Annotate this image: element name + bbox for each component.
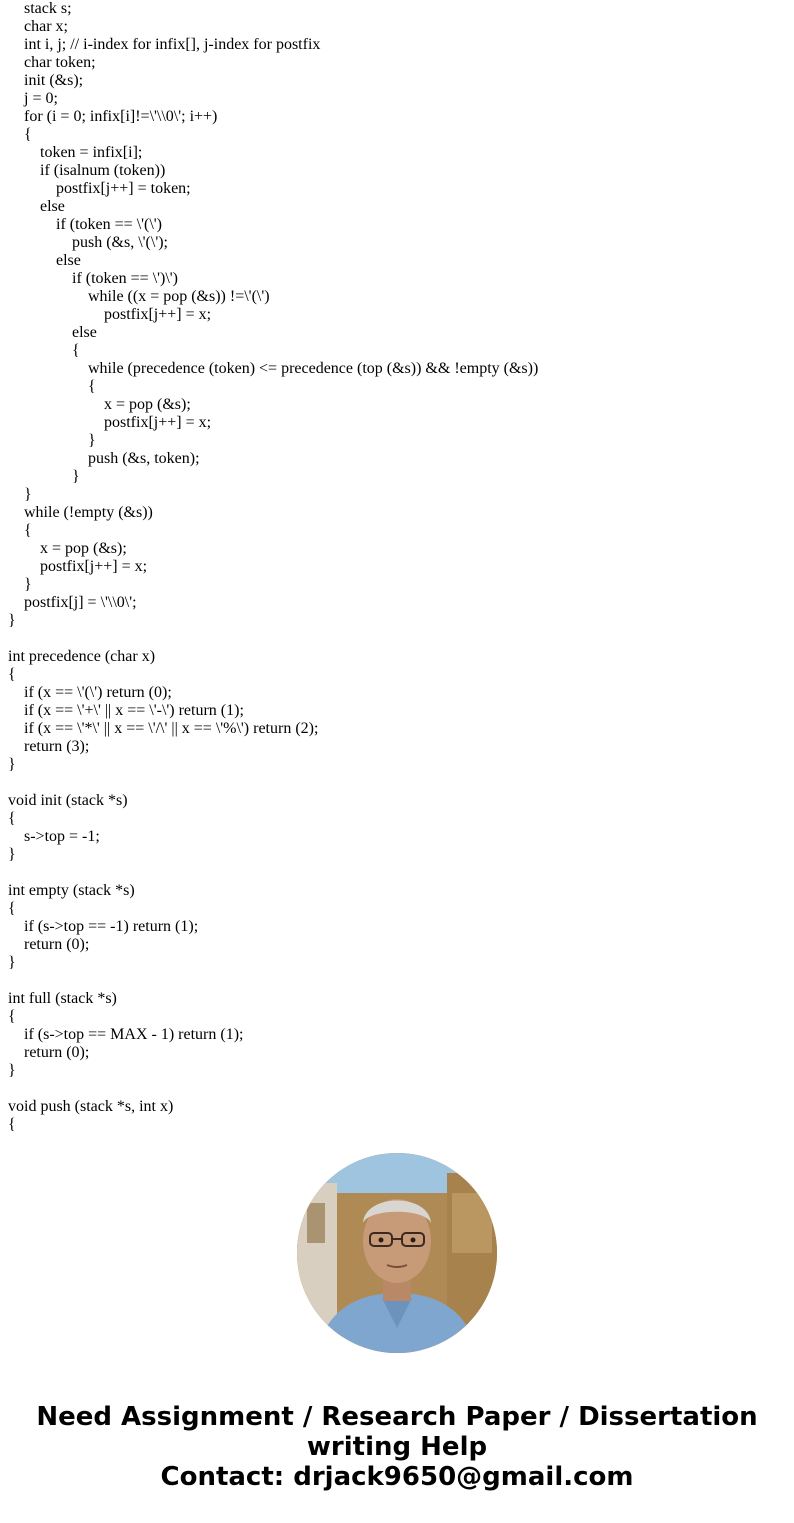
- code-line: postfix[j++] = x;: [8, 414, 212, 431]
- code-listing: [8, 0, 778, 1134]
- code-line: if (token == \'(\'): [8, 216, 163, 233]
- author-avatar-photo: [297, 1153, 497, 1353]
- code-line: while (precedence (token) <= precedence (top (&s)) && !empty (&s)): [8, 360, 539, 377]
- code-line: stack s;: [8, 0, 72, 17]
- code-line: {: [8, 1116, 16, 1133]
- code-line: return (0);: [8, 936, 90, 953]
- code-line: for (i = 0; infix[i]!=\'\\0\'; i++): [8, 108, 218, 125]
- code-line: while ((x = pop (&s)) !=\'(\'): [8, 288, 270, 305]
- code-line: if (x == \'(\') return (0);: [8, 684, 172, 701]
- code-line: int empty (stack *s): [8, 882, 135, 899]
- code-line: if (x == \'*\' || x == \'/\' || x == \'%\') return (2);: [8, 720, 319, 737]
- code-line: postfix[j++] = token;: [8, 180, 191, 197]
- code-line: if (x == \'+\' || x == \'-\') return (1);: [8, 702, 244, 719]
- code-line: if (s->top == -1) return (1);: [8, 918, 199, 935]
- code-line: token = infix[i];: [8, 144, 143, 161]
- code-line: char token;: [8, 54, 96, 71]
- code-line: if (isalnum (token)): [8, 162, 166, 179]
- code-line: [8, 630, 778, 648]
- code-line: {: [8, 378, 96, 395]
- code-line: }: [8, 1062, 16, 1079]
- code-line: [8, 1080, 778, 1098]
- code-line: [8, 972, 778, 990]
- code-line: return (3);: [8, 738, 90, 755]
- code-line: else: [8, 252, 81, 269]
- code-line: }: [8, 846, 16, 863]
- code-line: }: [8, 576, 32, 593]
- code-line: }: [8, 756, 16, 773]
- code-line: s->top = -1;: [8, 828, 100, 845]
- code-line: postfix[j] = \'\\0\';: [8, 594, 137, 611]
- code-line: }: [8, 486, 32, 503]
- code-line: }: [8, 612, 16, 629]
- portrait-illustration: [297, 1153, 497, 1353]
- banner-subline: writing Help: [306, 1432, 488, 1462]
- code-line: else: [8, 324, 97, 341]
- code-line: postfix[j++] = x;: [8, 558, 148, 575]
- code-line: {: [8, 342, 80, 359]
- contact-banner: [0, 1402, 794, 1492]
- banner-headline: Need Assignment / Research Paper / Dissertation: [36, 1402, 758, 1432]
- code-line: {: [8, 126, 32, 143]
- code-line: }: [8, 954, 16, 971]
- code-line: }: [8, 468, 80, 485]
- code-line: {: [8, 900, 16, 917]
- code-line: if (token == \')\'): [8, 270, 179, 287]
- code-line: [8, 774, 778, 792]
- code-line: return (0);: [8, 1044, 90, 1061]
- code-line: x = pop (&s);: [8, 540, 127, 557]
- code-line: {: [8, 522, 32, 539]
- code-line: void push (stack *s, int x): [8, 1098, 174, 1115]
- code-line: void init (stack *s): [8, 792, 128, 809]
- code-line: int i, j; // i-index for infix[], j-index for postfix: [8, 36, 321, 53]
- code-line: char x;: [8, 18, 68, 35]
- code-line: if (s->top == MAX - 1) return (1);: [8, 1026, 244, 1043]
- code-line: {: [8, 666, 16, 683]
- code-line: {: [8, 810, 16, 827]
- code-line: int full (stack *s): [8, 990, 117, 1007]
- code-line: postfix[j++] = x;: [8, 306, 212, 323]
- code-line: while (!empty (&s)): [8, 504, 153, 521]
- code-line: j = 0;: [8, 90, 58, 107]
- code-line: init (&s);: [8, 72, 84, 89]
- code-line: [8, 864, 778, 882]
- banner-contact-email: Contact: drjack9650@gmail.com: [160, 1462, 634, 1492]
- code-line: push (&s, token);: [8, 450, 200, 467]
- code-line: int precedence (char x): [8, 648, 156, 665]
- code-line: x = pop (&s);: [8, 396, 191, 413]
- code-line: else: [8, 198, 65, 215]
- code-line: push (&s, \'(\');: [8, 234, 168, 251]
- code-line: {: [8, 1008, 16, 1025]
- code-line: }: [8, 432, 96, 449]
